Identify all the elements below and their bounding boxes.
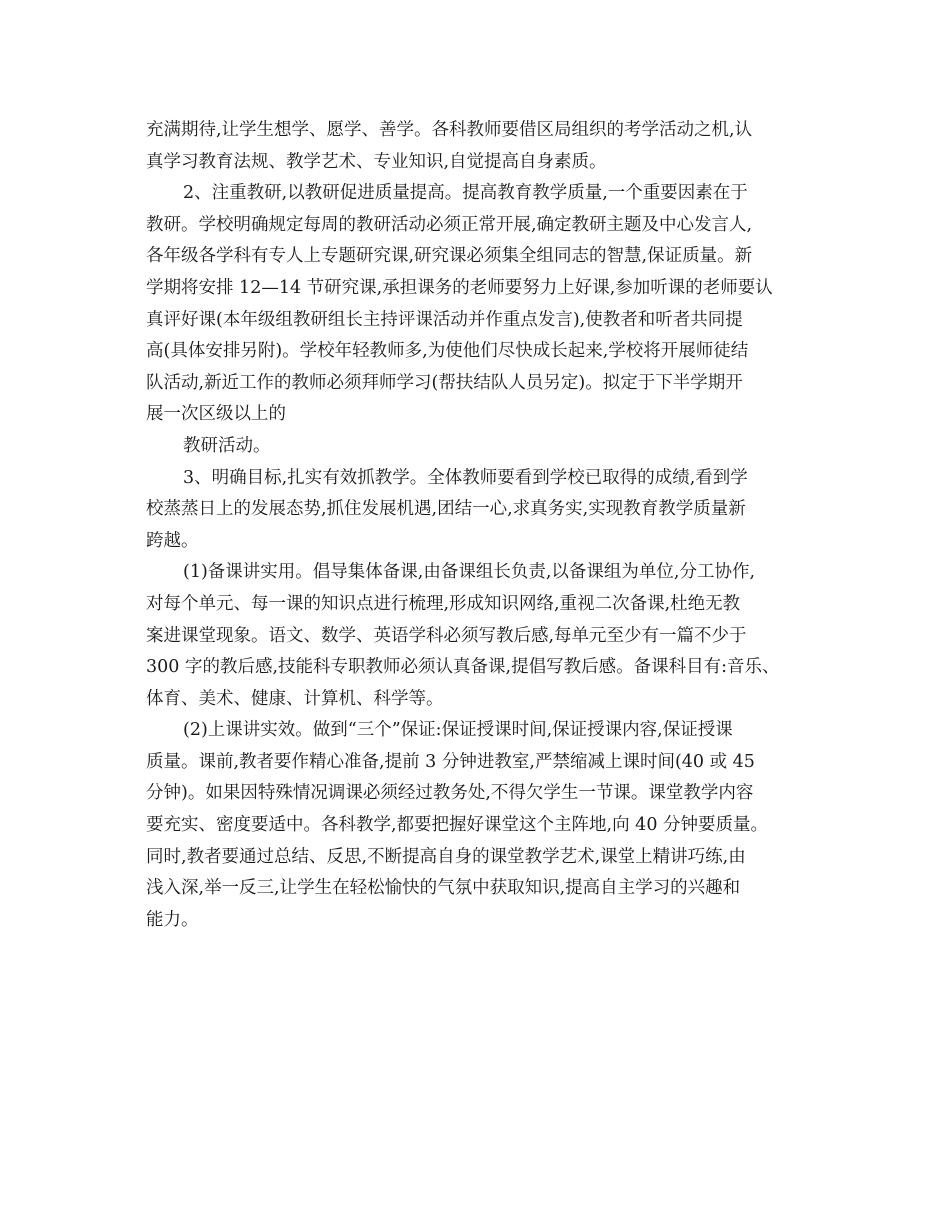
text-line: 学期将安排 12—14 节研究课,承担课务的老师要努力上好课,参加听课的老师要认: [146, 277, 773, 298]
text-line: 真学习教育法规、教学艺术、专业知识,自觉提高自身素质。: [146, 151, 607, 172]
text-line: (2)上课讲实效。做到“三个”保证:保证授课时间,保证授课内容,保证授课: [183, 720, 733, 741]
text-line: 案进课堂现象。语文、数学、英语学科必须写教后感,每单元至少有一篇不少于: [146, 625, 747, 646]
text-line: 同时,教者要通过总结、反思,不断提高自身的课堂教学艺术,课堂上精讲巧练,由: [146, 846, 746, 867]
text-line: 校蒸蒸日上的发展态势,抓住发展机遇,团结一心,求真务实,实现教育教学质量新: [146, 499, 746, 520]
text-line: 展一次区级以上的: [146, 404, 286, 425]
text-line: 2、注重教研,以教研促进质量提高。提高教育教学质量,一个重要因素在于: [183, 183, 748, 204]
text-line: 体育、美术、健康、计算机、科学等。: [146, 688, 444, 709]
text-line: 分钟)。如果因特殊情况调课必须经过教务处,不得欠学生一节课。课堂教学内容: [146, 783, 754, 804]
text-line: 300 字的教后感,技能科专职教师必须认真备课,提倡写教后感。备课科目有:音乐、: [146, 657, 780, 678]
text-line: 对每个单元、每一课的知识点进行梳理,形成知识网络,重视二次备课,杜绝无教: [146, 593, 741, 614]
text-line: 跨越。: [146, 530, 199, 551]
text-line: 教研活动。: [183, 435, 271, 456]
text-line: 质量。课前,教者要作精心准备,提前 3 分钟进教室,严禁缩减上课时间(40 或 45: [146, 751, 755, 772]
text-line: 充满期待,让学生想学、愿学、善学。各科教师要借区局组织的考学活动之机,认: [146, 120, 753, 140]
text-line: 高(具体安排另附)。学校年轻教师多,为使他们尽快成长起来,学校将开展师徒结: [146, 341, 749, 362]
text-line: 能力。: [146, 909, 199, 930]
text-line: 教研。学校明确规定每周的教研活动必须正常开展,确定教研主题及中心发言人,: [146, 214, 753, 235]
text-line: 各年级各学科有专人上专题研究课,研究课必须集全组同志的智慧,保证质量。新: [146, 246, 753, 267]
text-line: 真评好课(本年级组教研组长主持评课活动并作重点发言),使教者和听者共同提: [146, 309, 743, 330]
text-line: 队活动,新近工作的教师必须拜师学习(帮扶结队人员另定)。拟定于下半学期开: [146, 372, 743, 393]
text-line: 3、明确目标,扎实有效抓教学。全体教师要看到学校已取得的成绩,看到学: [183, 467, 748, 488]
text-line: 浅入深,举一反三,让学生在轻松愉快的气氛中获取知识,提高自主学习的兴趣和: [146, 878, 741, 899]
text-line: (1)备课讲实用。倡导集体备课,由备课组长负责,以备课组为单位,分工协作,: [183, 562, 756, 583]
text-line: 要充实、密度要适中。各科教学,都要把握好课堂这个主阵地,向 40 分钟要质量。: [146, 815, 769, 836]
body-text: [146, 115, 826, 936]
